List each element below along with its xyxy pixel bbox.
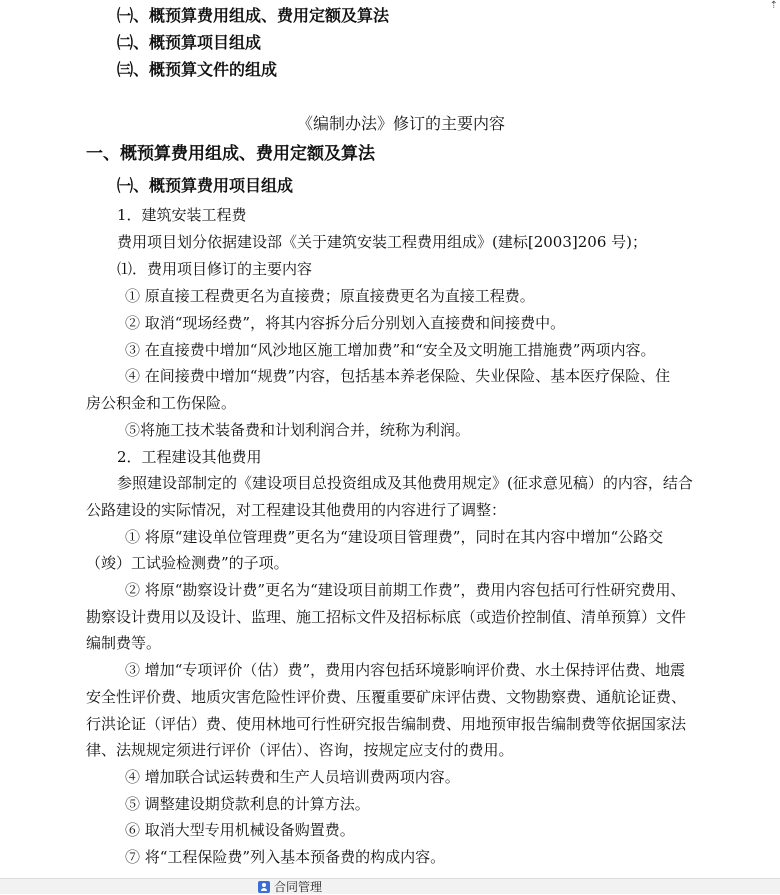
list-item-continuation: 安全性评价费、地质灾害危险性评价费、压覆重要矿床评估费、文物勘察费、通航论证费、: [86, 688, 687, 706]
subsection-heading-1-1: ㈠、概预算费用项目组成: [117, 176, 294, 195]
contract-icon: [258, 881, 270, 893]
list-item-continuation: 房公积金和工伤保险。: [86, 394, 237, 412]
toc-item-2: ㈡、概预算项目组成: [117, 33, 262, 52]
list-item-continuation: 编制费等。: [86, 634, 162, 652]
item2-intro-continuation: 公路建设的实际情况，对工程建设其他费用的内容进行了调整：: [86, 501, 507, 519]
list-item-continuation: 律、法规规定须进行评价（评估）、咨询，按规定应支付的费用。: [86, 741, 514, 759]
item1-subheading: ⑴．费用项目修订的主要内容: [117, 260, 313, 278]
contract-management-label: 合同管理: [274, 880, 323, 894]
list-item: ⑤ 调整建设期贷款利息的计算方法。: [125, 795, 370, 813]
list-item: ④ 在间接费中增加“规费”内容，包括基本养老保险、失业保险、基本医疗保险、住: [125, 367, 671, 385]
list-item: ④ 增加联合试运转费和生产人员培训费两项内容。: [125, 768, 460, 786]
list-item-continuation: 行洪论证（评估）费、使用林地可行性研究报告编制费、用地预审报告编制费等依据国家法: [86, 715, 687, 733]
toc-item-1: ㈠、概预算费用组成、费用定额及算法: [117, 6, 390, 25]
document-title: 《编制办法》修订的主要内容: [297, 114, 506, 133]
list-item: ② 将原“勘察设计费”更名为“建设项目前期工作费”，费用内容包括可行性研究费用、: [125, 581, 686, 599]
list-item: ⑦ 将“工程保险费”列入基本预备费的构成内容。: [125, 848, 446, 866]
list-item: ⑥ 取消大型专用机械设备购置费。: [125, 821, 355, 839]
list-item: ② 取消“现场经费”，将其内容拆分后分别划入直接费和间接费中。: [125, 314, 566, 332]
list-item: ⑤将施工技术装备费和计划利润合并，统称为利润。: [125, 421, 471, 439]
list-item: ① 将原“建设单位管理费”更名为“建设项目管理费”，同时在其内容中增加“公路交: [125, 528, 664, 546]
section-heading-1: 一、概预算费用组成、费用定额及算法: [86, 144, 375, 164]
bottom-toolbar: [0, 878, 780, 894]
item2-title: 2．工程建设其他费用: [117, 448, 262, 466]
list-item-continuation: （竣）工试验检测费”的子项。: [86, 554, 289, 572]
item1-basis: 费用项目划分依据建设部《关于建筑安装工程费用组成》(建标[2003]206 号)；: [117, 233, 647, 251]
toc-item-3: ㈢、概预算文件的组成: [117, 60, 278, 79]
list-item: ③ 增加“专项评价（估）费”，费用内容包括环境影响评价费、水土保持评估费、地震: [125, 661, 686, 679]
item2-intro: 参照建设部制定的《建设项目总投资组成及其他费用规定》(征求意见稿）的内容，结合: [117, 474, 693, 492]
item1-title: 1．建筑安装工程费: [117, 206, 247, 224]
list-item: ① 原直接工程费更名为直接费；原直接费更名为直接工程费。: [125, 287, 535, 305]
scroll-indicator: ⇡: [769, 0, 778, 11]
list-item: ③ 在直接费中增加“风沙地区施工增加费”和“安全及文明施工措施费”两项内容。: [125, 341, 656, 359]
list-item-continuation: 勘察设计费用以及设计、监理、施工招标文件及招标标底（或造价控制值、清单预算）文件: [86, 608, 687, 626]
contract-management-button[interactable]: [258, 879, 322, 894]
